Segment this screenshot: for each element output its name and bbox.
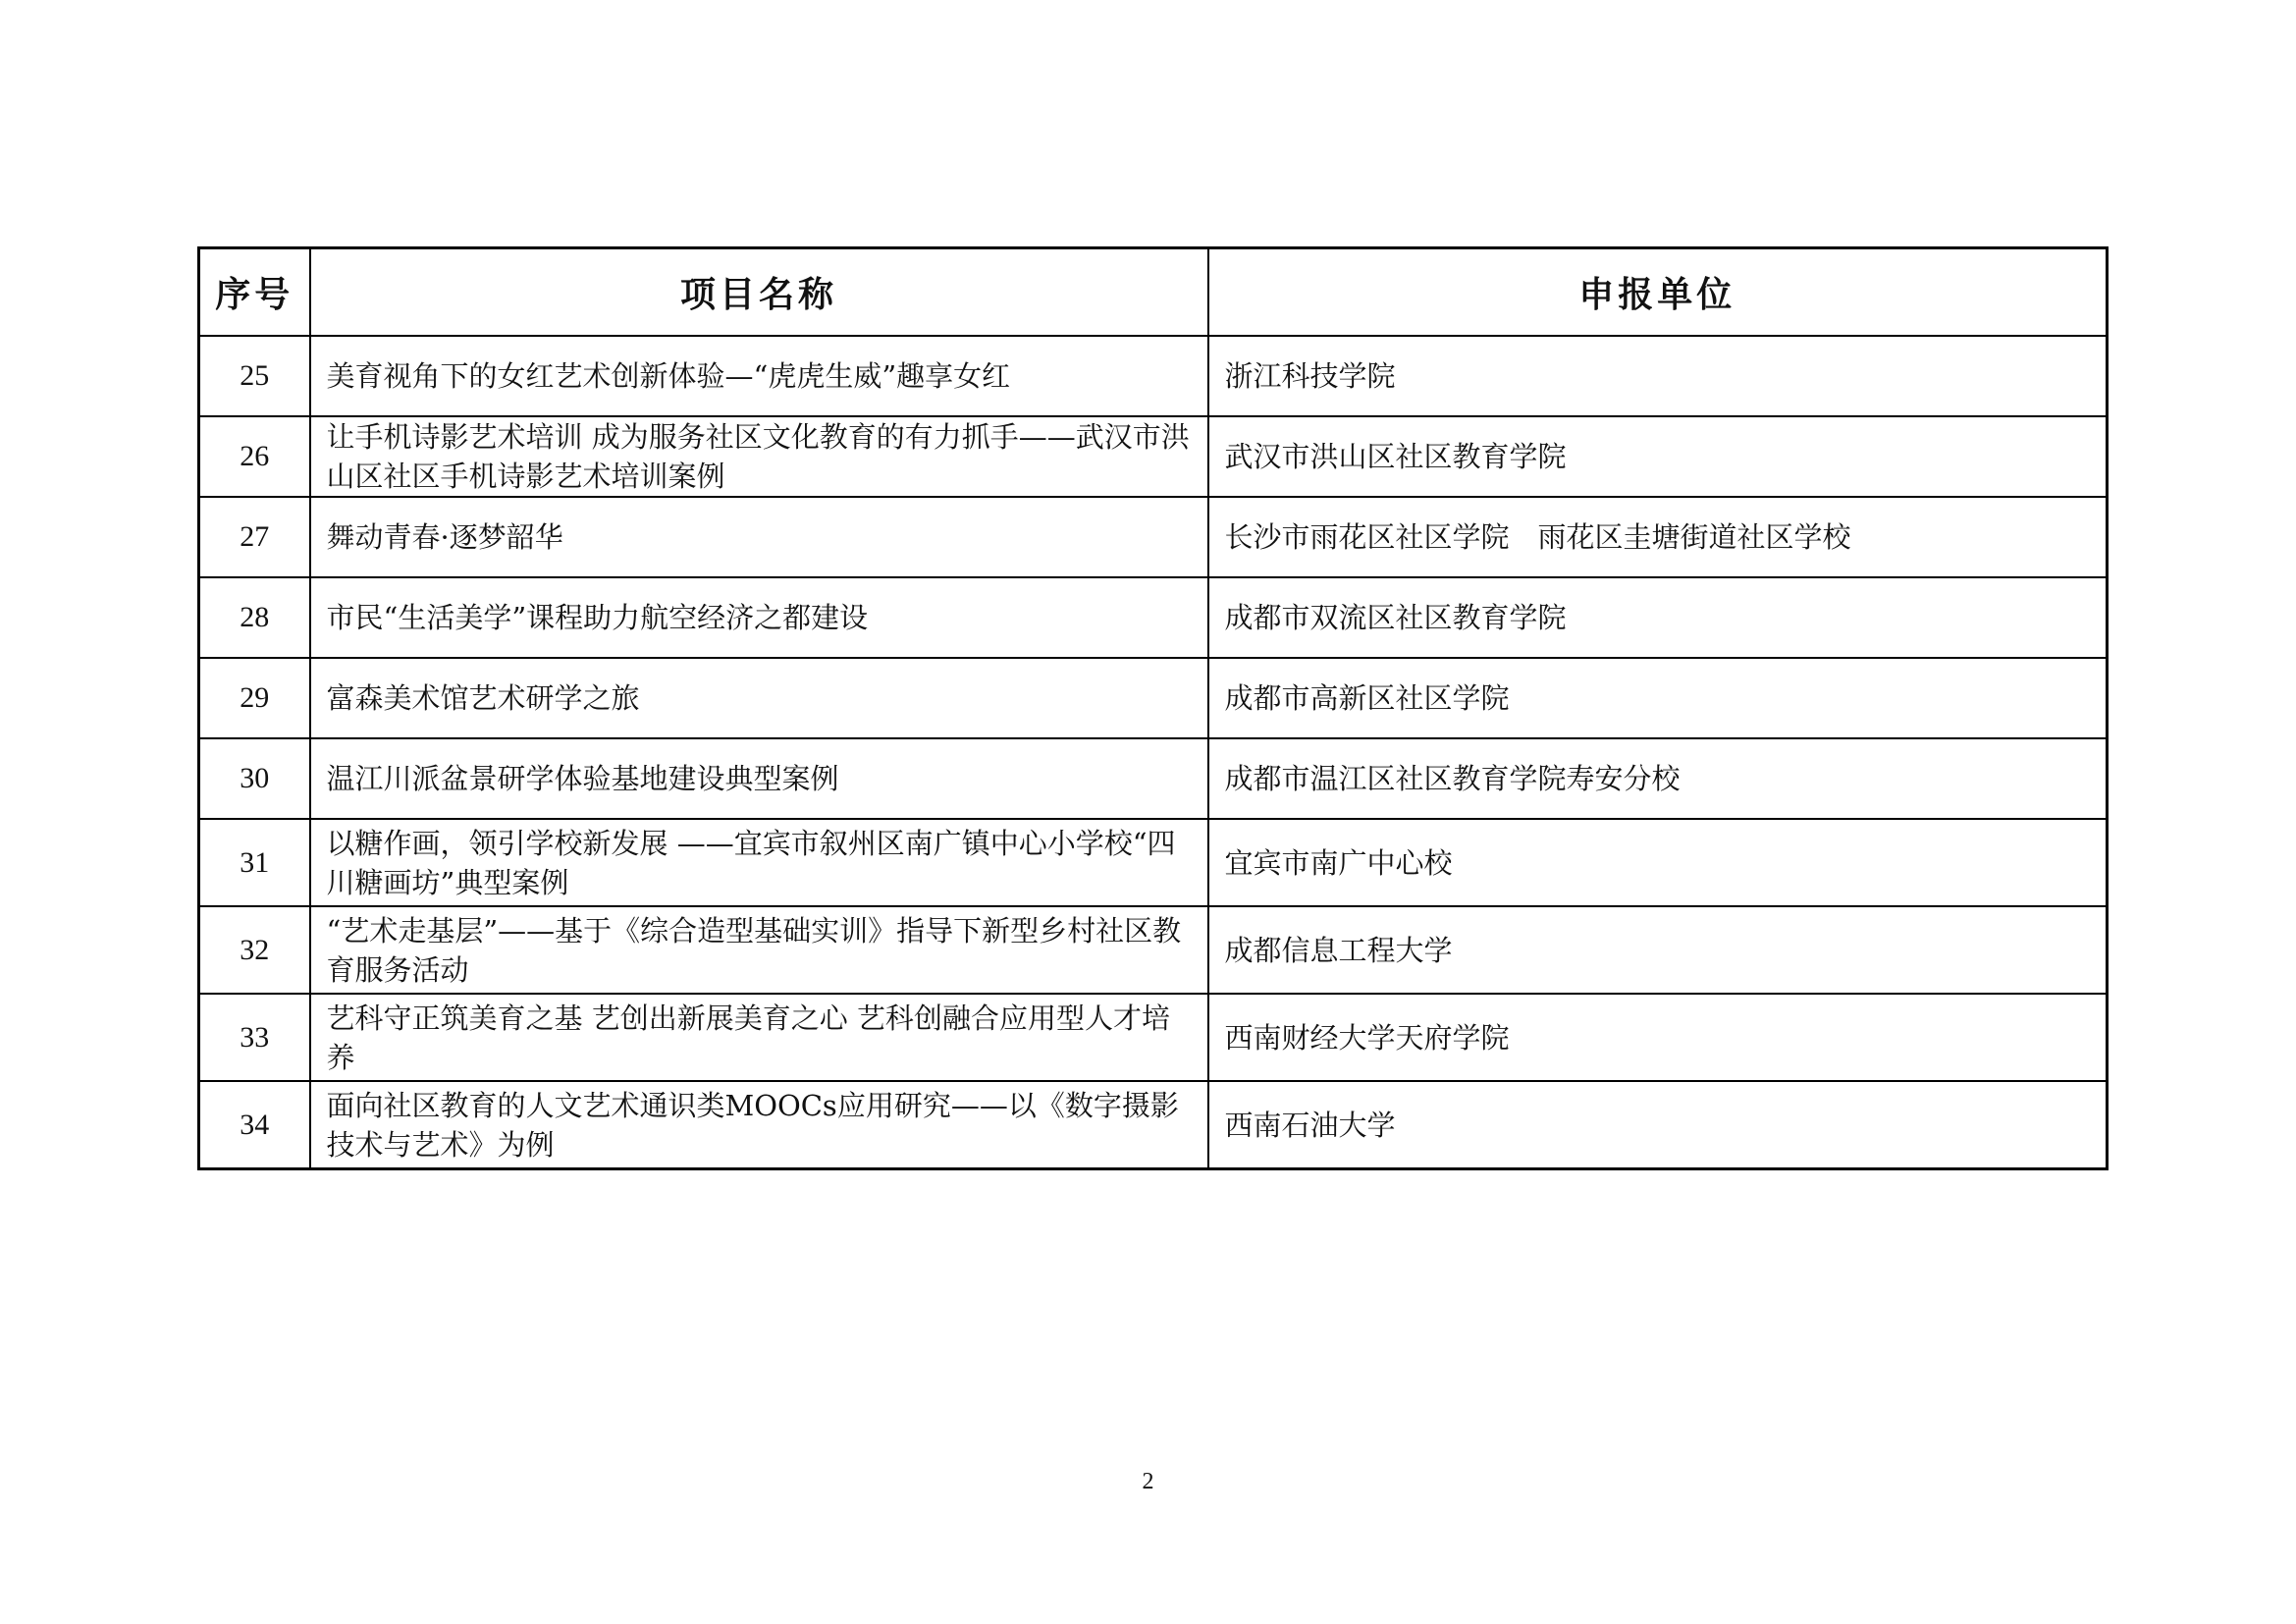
- row-applicant-unit: 宜宾市南广中心校: [1208, 819, 2108, 906]
- header-index: 序号: [199, 248, 310, 337]
- row-index: 25: [199, 336, 310, 416]
- table-row: [199, 577, 2108, 658]
- row-project-name: 面向社区教育的人文艺术通识类MOOCs应用研究——以《数字摄影技术与艺术》为例: [310, 1081, 1208, 1169]
- header-applicant-unit: 申报单位: [1208, 248, 2108, 337]
- row-project-name: 市民“生活美学”课程助力航空经济之都建设: [310, 577, 1208, 658]
- table-row: [199, 994, 2108, 1081]
- row-applicant-unit: 成都市双流区社区教育学院: [1208, 577, 2108, 658]
- row-applicant-unit: 西南财经大学天府学院: [1208, 994, 2108, 1081]
- table-row: [199, 416, 2108, 497]
- row-index: 30: [199, 738, 310, 819]
- row-index: 31: [199, 819, 310, 906]
- page-number: 2: [1142, 1469, 1154, 1494]
- row-project-name: “艺术走基层”——基于《综合造型基础实训》指导下新型乡村社区教育服务活动: [310, 906, 1208, 994]
- table-row: [199, 738, 2108, 819]
- row-applicant-unit: 武汉市洪山区社区教育学院: [1208, 416, 2108, 497]
- row-project-name: 舞动青春·逐梦韶华: [310, 497, 1208, 577]
- table-row: [199, 1081, 2108, 1169]
- row-applicant-unit: 成都市高新区社区学院: [1208, 658, 2108, 738]
- table-row: [199, 819, 2108, 906]
- row-applicant-unit: 浙江科技学院: [1208, 336, 2108, 416]
- table-row: [199, 906, 2108, 994]
- table-row: [199, 658, 2108, 738]
- row-project-name: 富森美术馆艺术研学之旅: [310, 658, 1208, 738]
- row-project-name: 以糖作画，领引学校新发展 ——宜宾市叙州区南广镇中心小学校“四川糖画坊”典型案例: [310, 819, 1208, 906]
- row-index: 33: [199, 994, 310, 1081]
- header-project-name: 项目名称: [310, 248, 1208, 337]
- row-index: 34: [199, 1081, 310, 1169]
- row-project-name: 让手机诗影艺术培训 成为服务社区文化教育的有力抓手——武汉市洪山区社区手机诗影艺术培训案例: [310, 416, 1208, 497]
- row-index: 26: [199, 416, 310, 497]
- row-index: 29: [199, 658, 310, 738]
- row-index: 32: [199, 906, 310, 994]
- table-row: [199, 497, 2108, 577]
- row-applicant-unit: 成都信息工程大学: [1208, 906, 2108, 994]
- row-project-name: 艺科守正筑美育之基 艺创出新展美育之心 艺科创融合应用型人才培养: [310, 994, 1208, 1081]
- row-project-name: 美育视角下的女红艺术创新体验—“虎虎生威”趣享女红: [310, 336, 1208, 416]
- table-header-row: [199, 248, 2108, 337]
- row-applicant-unit: 西南石油大学: [1208, 1081, 2108, 1169]
- project-table-container: [197, 246, 2106, 1170]
- row-index: 28: [199, 577, 310, 658]
- row-applicant-unit: 成都市温江区社区教育学院寿安分校: [1208, 738, 2108, 819]
- row-applicant-unit: 长沙市雨花区社区学院 雨花区圭塘街道社区学校: [1208, 497, 2108, 577]
- table-row: [199, 336, 2108, 416]
- row-project-name: 温江川派盆景研学体验基地建设典型案例: [310, 738, 1208, 819]
- project-table: [197, 246, 2109, 1170]
- row-index: 27: [199, 497, 310, 577]
